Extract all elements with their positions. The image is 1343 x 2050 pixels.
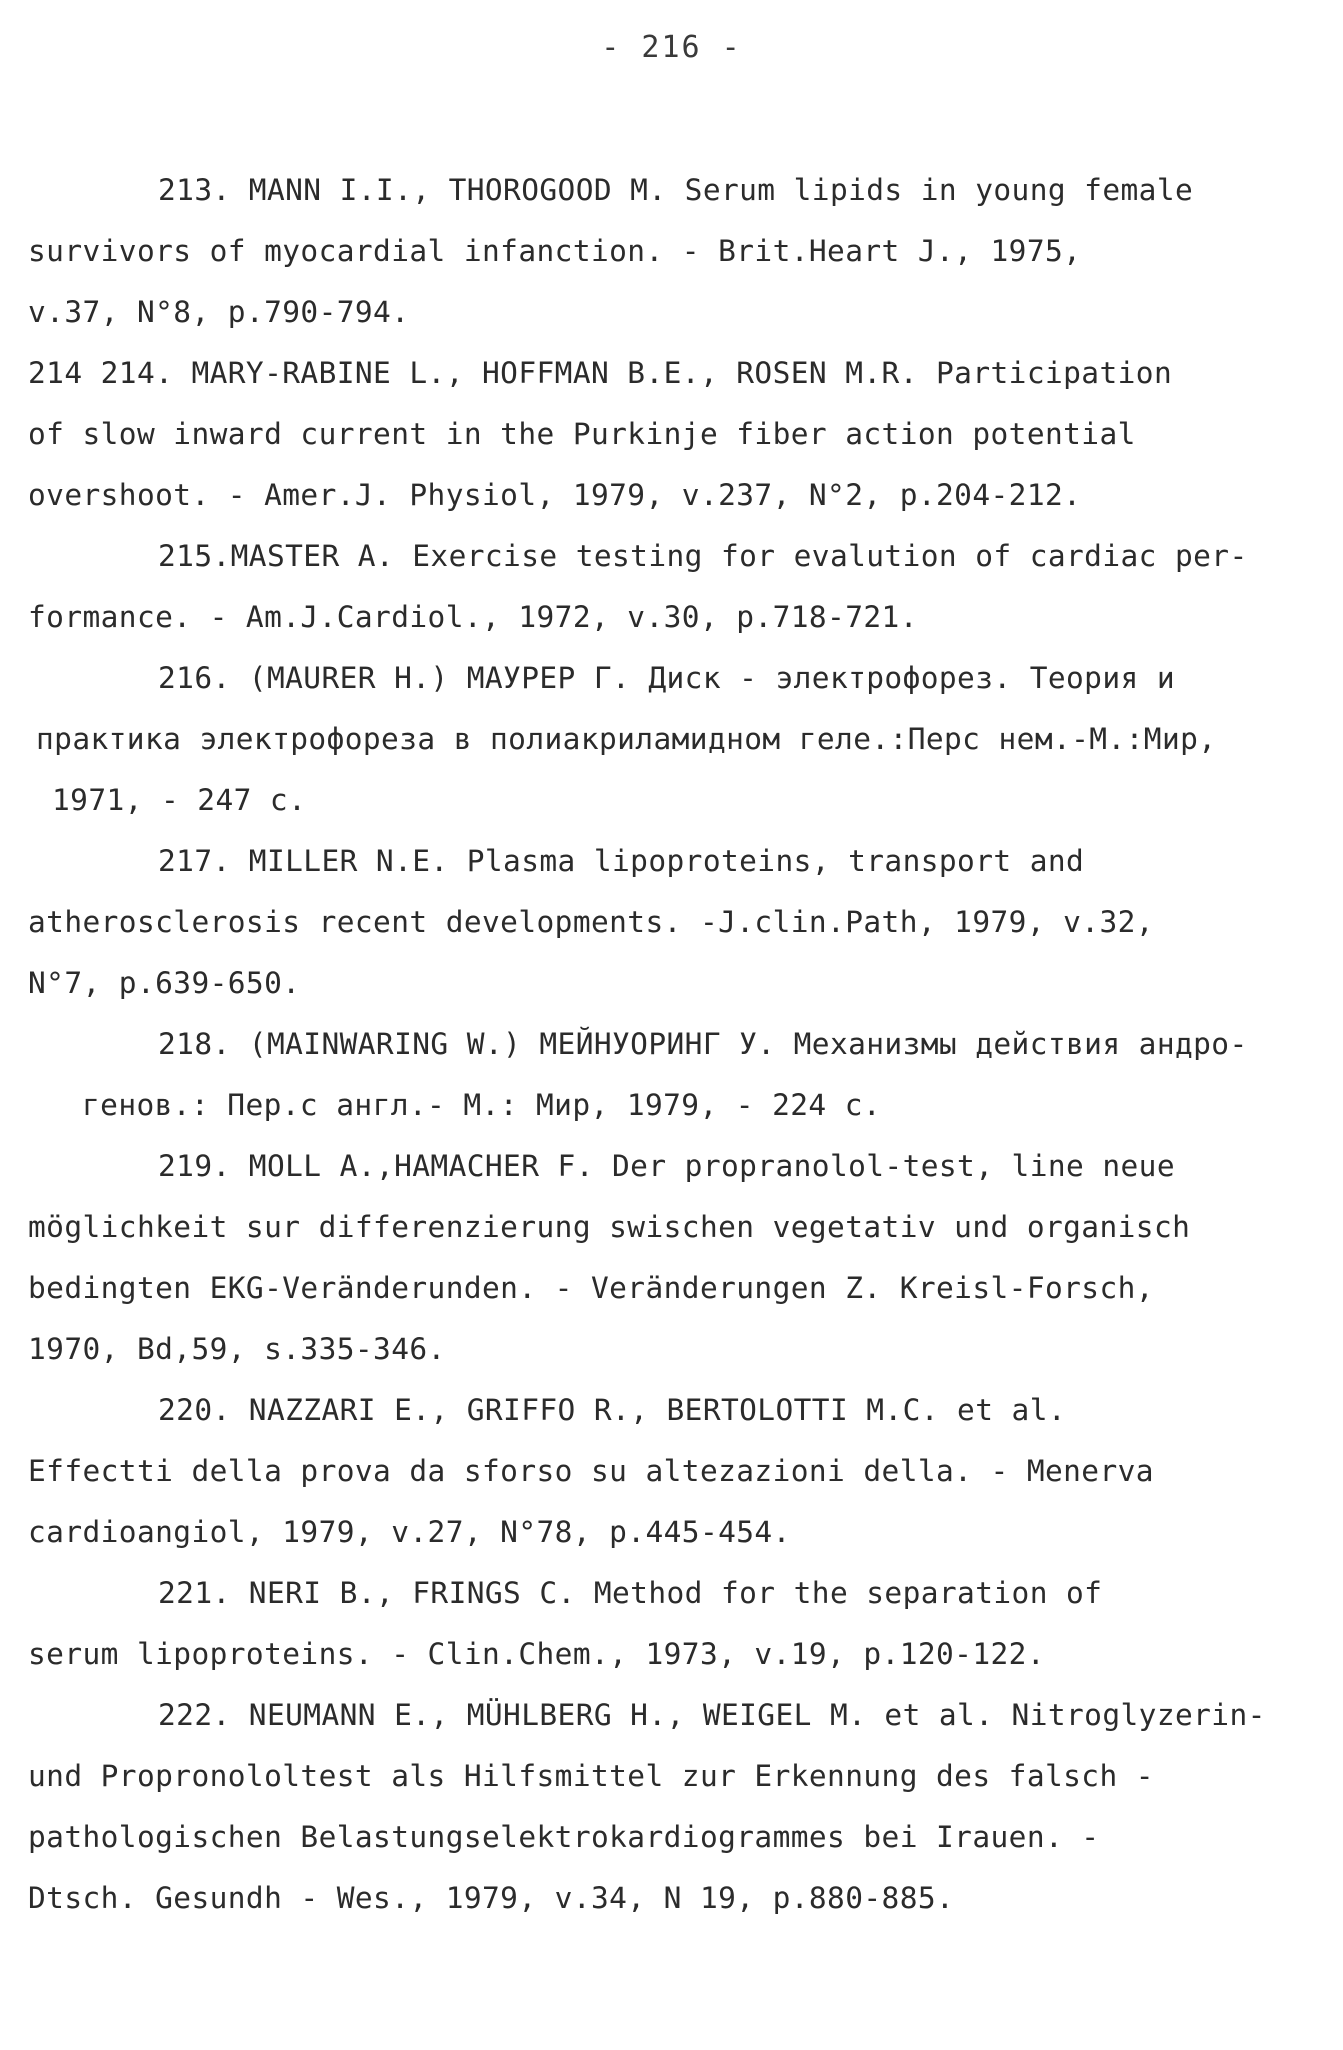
reference-line: bedingten EKG-Veränderunden. - Veränderungen Z. Kreisl-Forsch, <box>28 1271 1154 1305</box>
reference-line: 1971, - 247 с. <box>52 783 307 817</box>
reference-line: 1970, Bd,59, s.335-346. <box>28 1332 446 1366</box>
reference-line: генов.: Пер.с англ.- М.: Мир, 1979, - 224 с. <box>82 1088 882 1122</box>
reference-line: cardioangiol, 1979, v.27, N°78, p.445-454. <box>28 1515 791 1549</box>
reference-line: 217. MILLER N.E. Plasma lipoproteins, transport and <box>158 844 1085 878</box>
reference-entry-217 <box>28 831 1298 1014</box>
reference-line: 222. NEUMANN E., MÜHLBERG H., WEIGEL M. et al. Nitroglyzerin- <box>158 1698 1266 1732</box>
reference-line: möglichkeit sur differenzierung swischen vegetativ und organisch <box>28 1210 1191 1244</box>
reference-line: und Propronololtest als Hilfsmittel zur Erkennung des falsch - <box>28 1759 1154 1793</box>
reference-line: практика электрофореза в полиакриламидном геле.:Перс нем.-М.:Мир, <box>36 722 1217 756</box>
reference-line: of slow inward current in the Purkinje fiber action potential <box>28 417 1136 451</box>
reference-line: 220. NAZZARI E., GRIFFO R., BERTOLOTTI M.C. et al. <box>158 1393 1067 1427</box>
reference-line: Effectti della prova da sforso su altezazioni della. - Menerva <box>28 1454 1154 1488</box>
reference-line: 216. (MAURER H.) МАУРЕР Г. Диск - электрофорез. Теория и <box>158 661 1175 695</box>
reference-entry-215 <box>28 526 1298 648</box>
reference-entry-221 <box>28 1563 1298 1685</box>
reference-line: formance. - Am.J.Cardiol., 1972, v.30, p.718-721. <box>28 600 918 634</box>
reference-list <box>0 160 1343 1929</box>
reference-line: 214 214. MARY-RABINE L., HOFFMAN B.E., ROSEN M.R. Participation <box>28 356 1173 390</box>
reference-line: atherosclerosis recent developments. -J.clin.Path, 1979, v.32, <box>28 905 1154 939</box>
reference-line: Dtsch. Gesundh - Wes., 1979, v.34, N 19, p.880-885. <box>28 1881 955 1915</box>
reference-line: 219. MOLL A.,HAMACHER F. Der propranolol-test, line neue <box>158 1149 1175 1183</box>
reference-line: 213. MANN I.I., THOROGOOD M. Serum lipids in young female <box>158 173 1194 207</box>
reference-line: 218. (MAINWARING W.) МЕЙНУОРИНГ У. Механизмы действия андро- <box>158 1027 1248 1061</box>
reference-entry-216 <box>36 648 1306 831</box>
reference-entry-214 <box>28 343 1298 526</box>
reference-line: 221. NERI B., FRINGS C. Method for the separation of <box>158 1576 1103 1610</box>
reference-line: pathologischen Belastungselektrokardiogrammes bei Irauen. - <box>28 1820 1100 1854</box>
reference-line: N°7, p.639-650. <box>28 966 301 1000</box>
reference-entry-220 <box>28 1380 1298 1563</box>
reference-entry-219 <box>28 1136 1298 1380</box>
reference-line: 215.MASTER A. Exercise testing for evalution of cardiac per- <box>158 539 1248 573</box>
reference-line: serum lipoproteins. - Clin.Chem., 1973, v.19, p.120-122. <box>28 1637 1045 1671</box>
reference-entry-213 <box>28 160 1298 343</box>
reference-entry-218 <box>28 1014 1298 1136</box>
reference-line: survivors of myocardial infanction. - Brit.Heart J., 1975, <box>28 234 1082 268</box>
reference-line: overshoot. - Amer.J. Physiol, 1979, v.237, N°2, p.204-212. <box>28 478 1082 512</box>
reference-entry-222 <box>28 1685 1298 1929</box>
reference-line: v.37, N°8, p.790-794. <box>28 295 410 329</box>
page-number: - 216 - <box>601 30 742 65</box>
